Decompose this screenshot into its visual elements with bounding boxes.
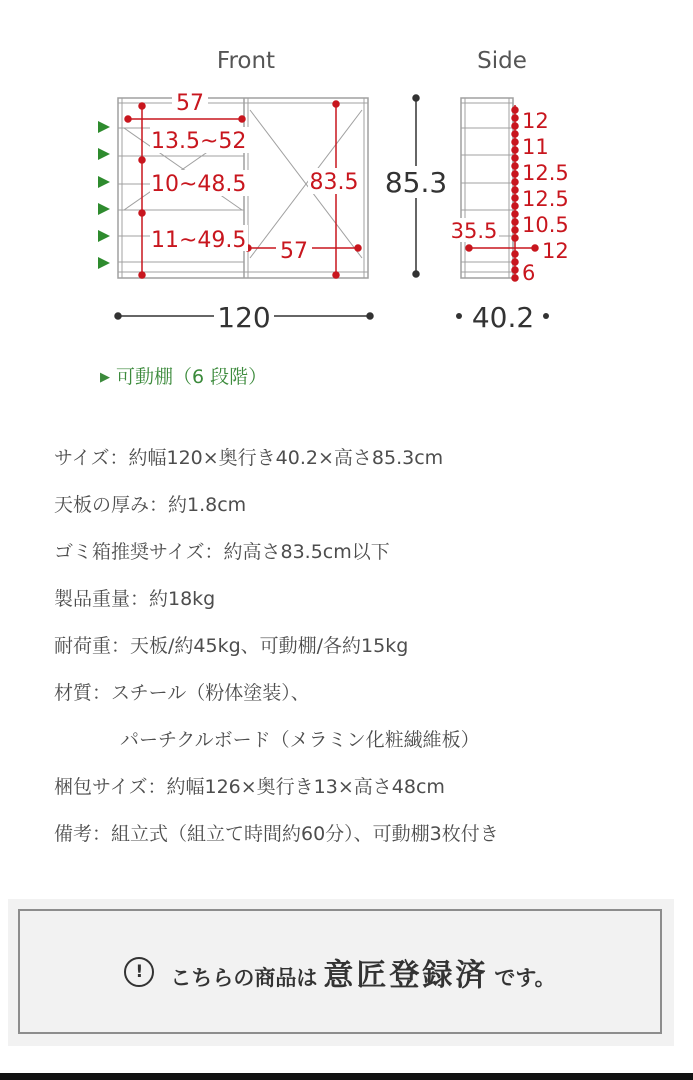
side-dimension-labels [449,109,571,285]
shelf-arrow-icon [98,203,110,215]
notice-emphasis: 意匠登録済 [323,957,489,993]
side-gap-3: 12.5 [522,161,569,185]
side-lower-gap: 12 [542,239,569,263]
bottom-bar [0,1073,693,1080]
dimension-diagram [0,0,693,400]
side-gap-5: 10.5 [522,213,569,237]
side-depth-inner: 35.5 [450,219,498,243]
spec-size: サイズ：約幅120×奥行き40.2×高さ85.3cm [54,447,444,469]
shelf-arrow-icon [98,121,110,133]
spec-material: 材質：スチール（粉体塗装）、 [54,682,310,704]
spec-weight: 製品重量：約18kg [54,588,216,610]
design-registration-notice [8,899,674,1046]
shelf-arrows [98,121,110,269]
spec-remarks: 備考：組立式（組立て時間約60分）、可動棚3枚付き [54,823,499,845]
side-gap-1: 12 [522,109,549,133]
shelf-range-1: 13.5~52 [151,129,247,154]
shelf-arrow-icon [98,230,110,242]
spec-package-size: 梱包サイズ：約幅126×奥行き13×高さ48cm [54,776,445,798]
shelf-range-2: 10~48.5 [151,172,247,197]
adjustable-shelf-label: 可動棚（6 段階） [116,366,268,388]
notice-suffix: です。 [494,965,556,990]
total-depth-label: 40.2 [471,301,535,334]
notice-prefix: こちらの商品は [170,965,318,990]
spec-list [54,441,499,864]
top-width-label: 57 [176,91,204,116]
side-gap-2: 11 [522,135,549,159]
shelf-arrow-icon [98,176,110,188]
shelf-arrow-icon [98,257,110,269]
shelf-range-3: 11~49.5 [151,228,247,253]
side-base: 6 [522,261,536,285]
front-dimension-labels [150,88,360,264]
spec-material-cont: パーチクルボード（メラミン化粧繊維板） [120,729,480,751]
spec-top-thickness: 天板の厚み：約1.8cm [54,494,247,516]
total-height-label: 85.3 [384,166,448,199]
side-gap-4: 12.5 [522,187,569,211]
adjustable-shelf-note [100,362,267,389]
side-title: Side [477,48,527,74]
triangle-right-icon: ▶ [100,370,110,385]
spec-trash-can-size: ゴミ箱推奨サイズ：約高さ83.5cm以下 [54,541,390,563]
shelf-arrow-icon [98,148,110,160]
notice-box [18,909,662,1034]
total-width-label: 120 [217,301,271,334]
exclamation-circle-icon: ! [124,957,154,987]
front-title: Front [216,48,276,74]
notice-text [170,950,555,994]
inner-height-label: 83.5 [309,170,359,195]
bottom-width-label: 57 [280,239,308,264]
spec-load-capacity: 耐荷重：天板/約45kg、可動棚/各約15kg [54,635,409,657]
